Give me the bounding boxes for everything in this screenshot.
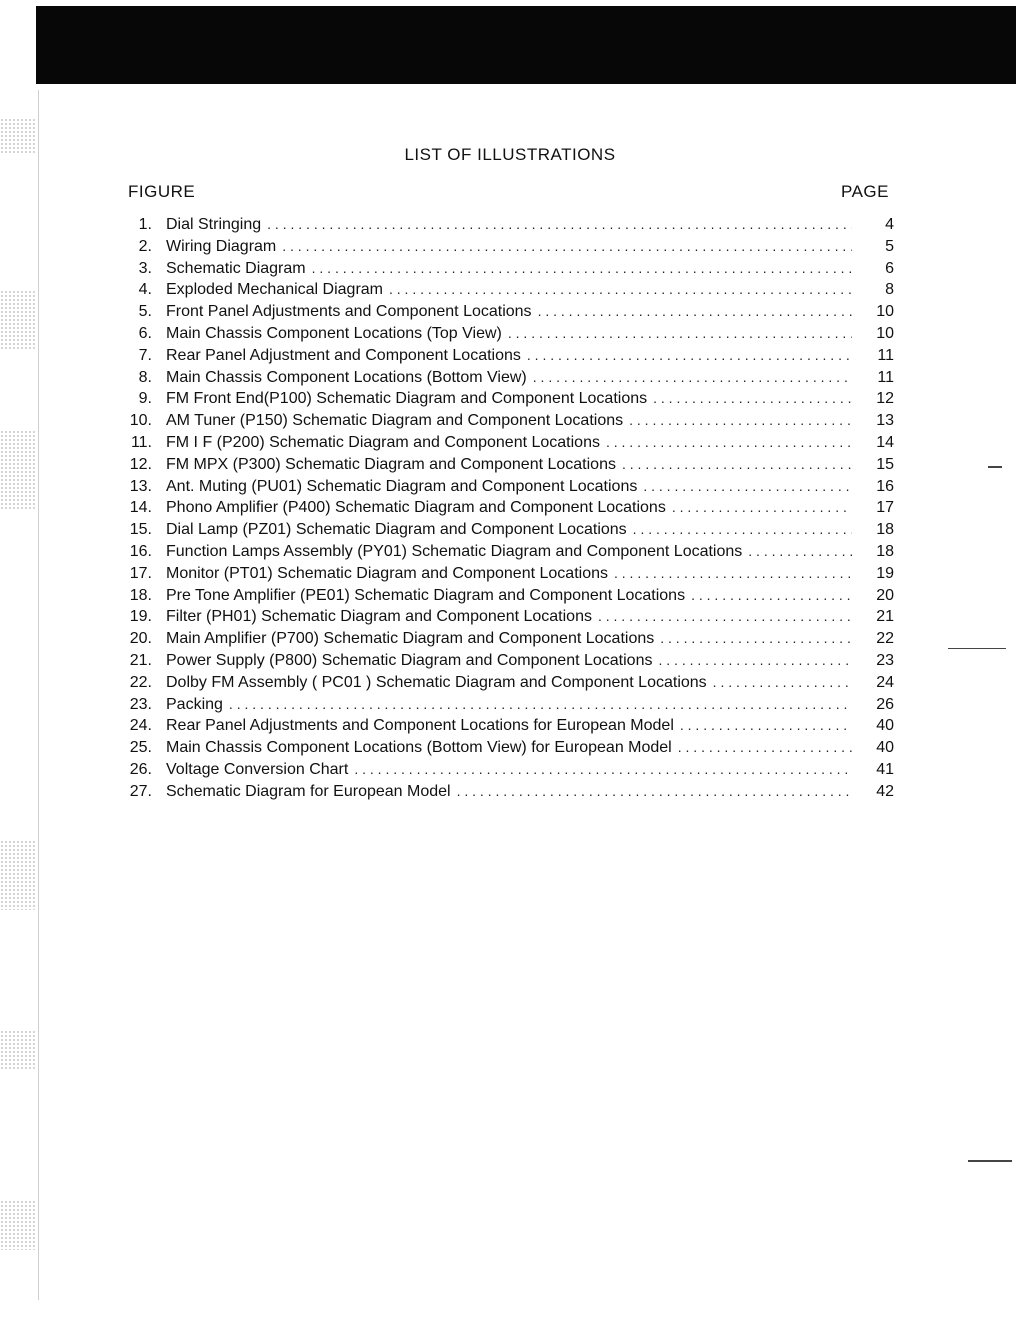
figure-number: 20. [129, 630, 152, 648]
list-item [124, 696, 894, 718]
figure-number: 18. [129, 586, 152, 604]
figure-number: 3. [138, 259, 152, 277]
list-item [124, 478, 894, 500]
page-number: 16 [876, 477, 894, 495]
figure-title: Main Amplifier (P700) Schematic Diagram and Component Locations [166, 630, 655, 648]
page-number: 24 [876, 673, 894, 691]
figure-title: Power Supply (P800) Schematic Diagram and Component Locations [166, 651, 653, 669]
scan-mark [968, 1160, 1012, 1162]
page-number: 41 [876, 760, 894, 778]
figure-number: 22. [129, 673, 152, 691]
page-number: 26 [876, 695, 894, 713]
figure-number: 15. [129, 521, 152, 539]
page-number: 40 [876, 739, 894, 757]
list-item [124, 499, 894, 521]
figure-number: 23. [129, 695, 152, 713]
figure-title: FM MPX (P300) Schematic Diagram and Component Locations [166, 455, 616, 473]
figure-title: Front Panel Adjustments and Component Locations [166, 303, 532, 321]
dot-leader [691, 587, 852, 603]
figure-number: 8. [138, 368, 152, 386]
figure-title: AM Tuner (P150) Schematic Diagram and Component Locations [166, 412, 624, 430]
dot-leader [598, 608, 852, 624]
figure-number: 27. [129, 782, 152, 800]
figure-title: Schematic Diagram for European Model [166, 782, 451, 800]
page-number: 14 [876, 433, 894, 451]
figure-number: 1. [138, 216, 152, 233]
list-item [124, 412, 894, 434]
figure-number: 21. [129, 651, 152, 669]
figure-number: 19. [129, 608, 152, 626]
page-number: 18 [876, 521, 894, 539]
list-item [124, 630, 894, 652]
scan-noise [0, 290, 36, 350]
page-number: 42 [876, 782, 894, 800]
dot-leader [533, 369, 852, 385]
page-number: 6 [885, 259, 894, 277]
list-item [124, 521, 894, 543]
dot-leader [680, 717, 852, 733]
dot-leader [658, 652, 852, 668]
page-number: 12 [876, 390, 894, 408]
page-number: 17 [876, 499, 894, 517]
figure-number: 25. [129, 739, 152, 757]
page-number: 11 [877, 368, 894, 386]
figure-title: Packing [166, 695, 223, 713]
page-number: 5 [885, 237, 894, 255]
figure-title: Rear Panel Adjustment and Component Locations [166, 346, 521, 364]
figure-title: Dial Stringing [166, 216, 262, 233]
figure-number: 6. [138, 324, 152, 342]
figure-number: 14. [129, 499, 152, 517]
figure-title: FM I F (P200) Schematic Diagram and Component Locations [166, 433, 600, 451]
list-item [124, 281, 894, 303]
list-item [124, 674, 894, 696]
list-item [124, 608, 894, 630]
figure-number: 12. [129, 455, 152, 473]
dot-leader [538, 303, 852, 319]
dot-leader [748, 543, 852, 559]
dot-leader [713, 674, 852, 690]
dot-leader [389, 281, 852, 297]
dot-leader [614, 565, 852, 581]
page-number: 23 [876, 651, 894, 669]
figure-title: Function Lamps Assembly (PY01) Schematic Diagram and Component Locations [166, 542, 743, 560]
figure-number: 4. [138, 281, 152, 299]
dot-leader [633, 521, 852, 537]
list-item [124, 543, 894, 565]
figure-title: Monitor (PT01) Schematic Diagram and Component Locations [166, 564, 608, 582]
dot-leader [312, 260, 852, 276]
figure-number: 13. [129, 477, 152, 495]
scan-noise [0, 1200, 36, 1250]
list-item [124, 303, 894, 325]
page-number: 4 [885, 216, 894, 233]
page-number: 21 [876, 608, 894, 626]
figure-number: 26. [129, 760, 152, 778]
dot-leader [354, 761, 852, 777]
list-item [124, 325, 894, 347]
dot-leader [653, 390, 852, 406]
figure-title: Main Chassis Component Locations (Bottom View) for European Model [166, 739, 672, 757]
figure-title: Phono Amplifier (P400) Schematic Diagram and Component Locations [166, 499, 666, 517]
list-item [124, 783, 894, 805]
dot-leader [606, 434, 852, 450]
scan-mark [948, 648, 1006, 649]
list-item [124, 390, 894, 412]
list-item [124, 369, 894, 391]
figure-number: 11. [130, 433, 152, 451]
figure-title: Dolby FM Assembly ( PC01 ) Schematic Diagram and Component Locations [166, 673, 707, 691]
figure-number: 7. [138, 346, 152, 364]
figure-title: Ant. Muting (PU01) Schematic Diagram and Component Locations [166, 477, 638, 495]
page-number: 8 [885, 281, 894, 299]
page-number: 40 [876, 717, 894, 735]
figure-title: FM Front End(P100) Schematic Diagram and Component Locations [166, 390, 648, 408]
list-item [124, 347, 894, 369]
list-item [124, 761, 894, 783]
dot-leader [629, 412, 852, 428]
list-item [124, 434, 894, 456]
page-number: 20 [876, 586, 894, 604]
page-number: 10 [876, 324, 894, 342]
figure-title: Schematic Diagram [166, 259, 306, 277]
page-number: 22 [876, 630, 894, 648]
list-item [124, 652, 894, 674]
dot-leader [508, 325, 852, 341]
figure-title: Main Chassis Component Locations (Bottom View) [166, 368, 527, 386]
page-number: 11 [877, 346, 894, 364]
list-item [124, 260, 894, 282]
figure-number: 10. [129, 412, 152, 430]
dot-leader [622, 456, 852, 472]
figure-number: 17. [129, 564, 152, 582]
list-item [124, 739, 894, 761]
scan-noise [0, 430, 36, 510]
list-item [124, 587, 894, 609]
figure-title: Rear Panel Adjustments and Component Locations for European Model [166, 717, 674, 735]
dot-leader [527, 347, 852, 363]
scan-noise [0, 840, 36, 910]
page-left-edge [38, 90, 39, 1300]
figure-number: 9. [138, 390, 152, 408]
list-item [124, 456, 894, 478]
dot-leader [643, 478, 852, 494]
scan-mark [988, 466, 1002, 468]
figure-number: 2. [138, 237, 152, 255]
scan-noise [0, 1030, 36, 1070]
page-number: 19 [876, 564, 894, 582]
figure-number: 24. [129, 717, 152, 735]
page-column-heading: PAGE [841, 182, 889, 201]
figure-title: Wiring Diagram [166, 237, 277, 255]
dot-leader [229, 696, 852, 712]
figure-column-heading: FIGURE [128, 182, 196, 201]
figure-title: Dial Lamp (PZ01) Schematic Diagram and Component Locations [166, 521, 627, 539]
list-item [124, 565, 894, 587]
dot-leader [660, 630, 852, 646]
list-item [124, 216, 894, 238]
page-number: 10 [876, 303, 894, 321]
dot-leader [267, 216, 852, 232]
page-number: 13 [876, 412, 894, 430]
figure-title: Filter (PH01) Schematic Diagram and Component Locations [166, 608, 592, 626]
illustrations-list [124, 216, 894, 805]
figure-number: 16. [129, 542, 152, 560]
dot-leader [672, 499, 852, 515]
page-title: LIST OF ILLUSTRATIONS [404, 145, 616, 164]
list-item [124, 717, 894, 739]
dot-leader [457, 783, 852, 799]
page-number: 15 [876, 455, 894, 473]
page-number: 18 [876, 542, 894, 560]
dot-leader [678, 739, 852, 755]
figure-number: 5. [138, 303, 152, 321]
dot-leader [282, 238, 852, 254]
figure-title: Pre Tone Amplifier (PE01) Schematic Diagram and Component Locations [166, 586, 686, 604]
scanned-black-header-band [36, 6, 1016, 84]
figure-title: Exploded Mechanical Diagram [166, 281, 383, 299]
figure-title: Voltage Conversion Chart [166, 760, 349, 778]
figure-title: Main Chassis Component Locations (Top View) [166, 324, 502, 342]
list-item [124, 238, 894, 260]
